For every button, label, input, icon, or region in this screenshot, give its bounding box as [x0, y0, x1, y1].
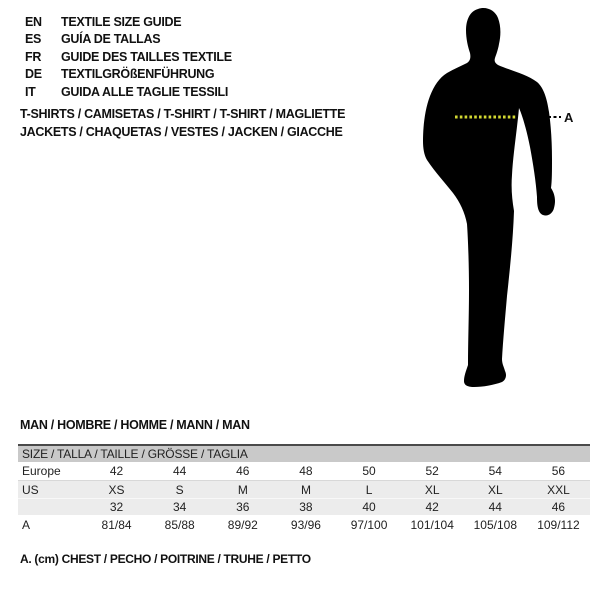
table-cell: M: [300, 482, 311, 497]
table-cell: 34: [173, 500, 187, 514]
lang-row-it: [25, 83, 232, 101]
lang-code: FR: [25, 49, 42, 64]
table-cell: XL: [424, 482, 440, 497]
lang-code: IT: [25, 84, 36, 99]
table-cell: 40: [362, 500, 376, 514]
table-cell: 44: [173, 464, 187, 478]
table-cell: 81/84: [101, 517, 132, 532]
lang-code: EN: [25, 14, 42, 29]
table-cell: 85/88: [164, 517, 195, 532]
table-cell: 93/96: [290, 517, 321, 532]
table-cell: 109/112: [537, 517, 580, 532]
table-cell: 56: [551, 464, 566, 478]
table-cell: M: [237, 482, 248, 497]
table-cell: 97/100: [350, 517, 388, 532]
lang-row-en: [25, 13, 232, 31]
man-silhouette-figure: [400, 0, 600, 420]
table-cell: 38: [299, 500, 313, 514]
category-lines: [20, 106, 345, 141]
table-cell: XXL: [547, 482, 570, 497]
lang-label: TEXTILGRÖßENFÜHRUNG: [61, 67, 215, 82]
table-cell: XS: [108, 482, 125, 497]
category-line-tshirts: T-SHIRTS / CAMISETAS / T-SHIRT / T-SHIRT / MAGLIETTE: [20, 107, 346, 121]
measure-label-a: A: [564, 110, 574, 125]
lang-label: GUIDA ALLE TAGLIE TESSILI: [61, 84, 229, 99]
lang-code: ES: [25, 32, 42, 47]
size-table-header-label: SIZE / TALLA / TAILLE / GRÖSSE / TAGLIA: [22, 447, 248, 461]
table-cell: 42: [425, 500, 439, 514]
table-cell: 105/108: [473, 517, 517, 532]
table-cell: 52: [425, 464, 439, 478]
lang-row-de: [25, 66, 232, 84]
footnote-chest-measure: A. (cm) CHEST / PECHO / POITRINE / TRUHE / PETTO: [20, 552, 311, 566]
table-cell: 46: [551, 500, 566, 514]
row-label-europe: Europe: [22, 464, 61, 478]
table-row-numeric: [18, 498, 590, 515]
table-cell: 42: [109, 464, 124, 478]
man-silhouette: [423, 8, 555, 387]
lang-code: DE: [25, 67, 42, 82]
table-cell: 48: [299, 464, 313, 478]
table-cell: 44: [488, 500, 502, 514]
lang-row-es: [25, 31, 232, 49]
table-cell: 54: [488, 464, 502, 478]
table-cell: 89/92: [227, 517, 258, 532]
lang-label: GUÍA DE TALLAS: [61, 32, 161, 47]
lang-row-fr: [25, 48, 232, 66]
row-label-us: US: [22, 482, 39, 497]
lang-label: GUIDE DES TAILLES TEXTILE: [61, 49, 232, 64]
table-row-a-chest: [18, 515, 590, 534]
row-label-a: A: [22, 517, 31, 532]
table-cell: 50: [362, 464, 376, 478]
table-cell: 36: [236, 500, 250, 514]
table-row-us: [18, 480, 590, 498]
table-cell: 101/104: [410, 517, 454, 532]
size-table-header-row: [18, 446, 590, 462]
section-heading-man: MAN / HOMBRE / HOMME / MANN / MAN: [20, 418, 250, 432]
table-cell: S: [175, 482, 184, 497]
size-table: [18, 444, 590, 534]
table-cell: L: [365, 482, 373, 497]
category-line-jackets: JACKETS / CHAQUETAS / VESTES / JACKEN / GIACCHE: [20, 124, 343, 139]
language-list: [25, 13, 232, 101]
lang-label: TEXTILE SIZE GUIDE: [61, 14, 182, 29]
table-cell: 46: [236, 464, 250, 478]
table-row-europe: [18, 462, 590, 480]
table-cell: 32: [109, 500, 124, 514]
table-cell: XL: [487, 482, 503, 497]
